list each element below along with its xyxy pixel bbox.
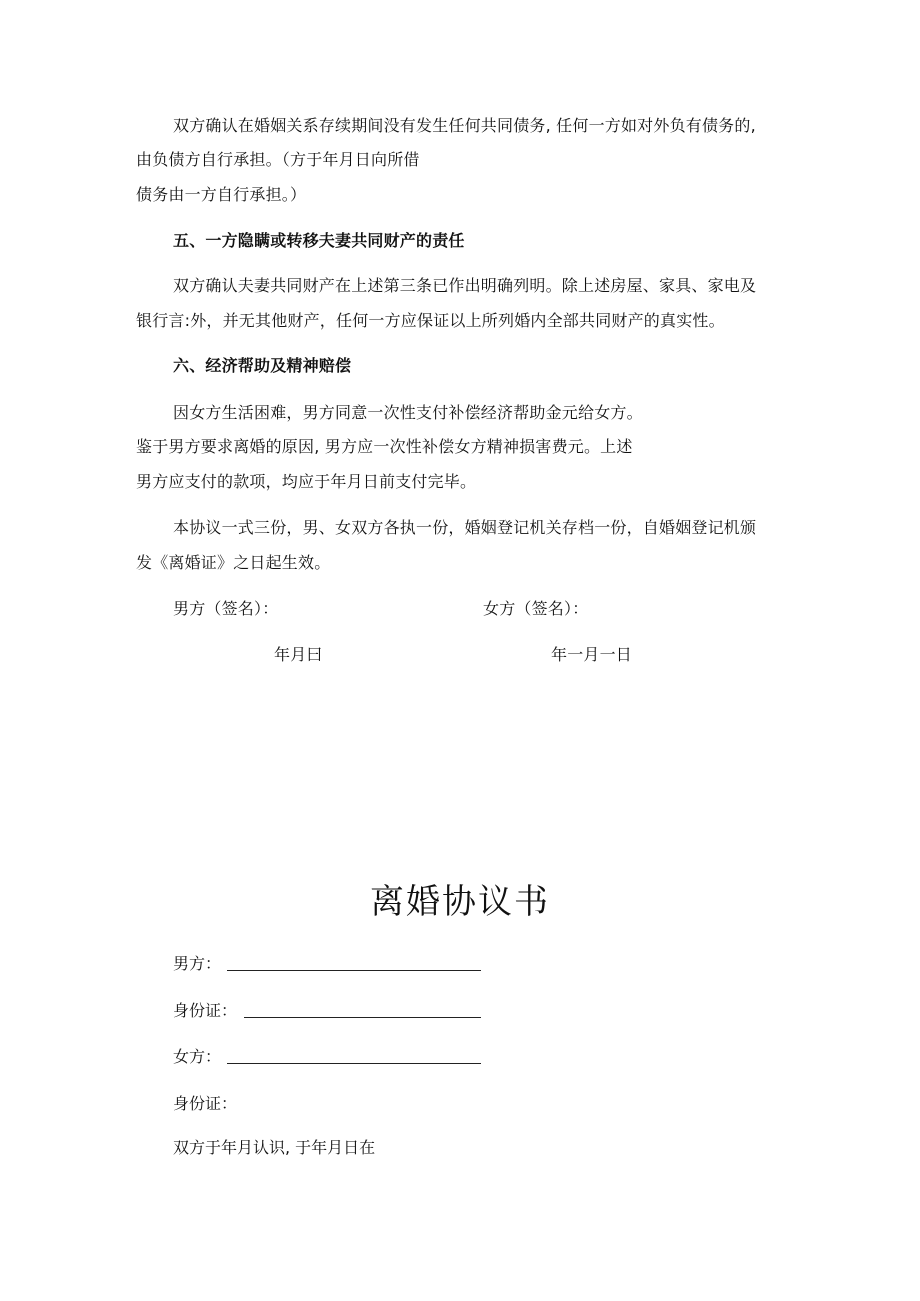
female-name-label: 女方： xyxy=(173,1047,222,1066)
male-name-blank[interactable] xyxy=(227,970,481,971)
closing-paragraph-line-1: 本协议一式三份，男、女双方各执一份，婚姻登记机关存档一份，自婚姻登记机颁 xyxy=(173,518,757,537)
female-id-label: 身份证： xyxy=(173,1094,238,1113)
female-signature-label: 女方（签名）： xyxy=(483,599,589,618)
acquaintance-line: 双方于年月认识, 于年月日在 xyxy=(173,1138,376,1157)
female-name-blank[interactable] xyxy=(227,1063,481,1064)
compensation-paragraph-line-1: 因女方生活困难，男方同意一次性支付补偿经济帮助金元给女方。 xyxy=(173,403,643,422)
property-paragraph-line-1: 双方确认夫妻共同财产在上述第三条已作出明确列明。除上述房屋、家具、家电及 xyxy=(173,276,757,295)
male-signature-date: 年月曰 xyxy=(274,645,323,664)
female-signature-date: 年一月一日 xyxy=(551,645,633,664)
compensation-paragraph-line-3: 男方应支付的款项，均应于年月日前支付完毕。 xyxy=(136,472,477,491)
male-name-label: 男方： xyxy=(173,954,222,973)
compensation-paragraph-line-2: 鉴于男方要求离婚的原因, 男方应一次性补偿女方精神损害费元。上述 xyxy=(136,437,633,456)
debt-paragraph-line-2: 由负债方自行承担。（方于年月日向所借 xyxy=(136,150,420,169)
section-6-heading: 六、经济帮助及精神赔偿 xyxy=(173,356,352,375)
closing-paragraph-line-2: 发《离婚证》之日起生效。 xyxy=(136,553,331,572)
male-signature-label: 男方（签名）： xyxy=(173,599,279,618)
debt-paragraph-line-3: 债务由一方自行承担。） xyxy=(136,185,307,204)
section-5-heading: 五、一方隐瞒或转移夫妻共同财产的责任 xyxy=(173,231,465,250)
debt-paragraph-line-1: 双方确认在婚姻关系存续期间没有发生任何共同债务, 任何一方如对外负有债务的, xyxy=(173,116,756,135)
property-paragraph-line-2: 银行言:外，并无其他财产，任何一方应保证以上所列婚内全部共同财产的真实性。 xyxy=(136,311,725,330)
document-title: 离婚协议书 xyxy=(370,882,550,922)
male-id-blank[interactable] xyxy=(244,1017,481,1018)
male-id-label: 身份证： xyxy=(173,1001,238,1020)
